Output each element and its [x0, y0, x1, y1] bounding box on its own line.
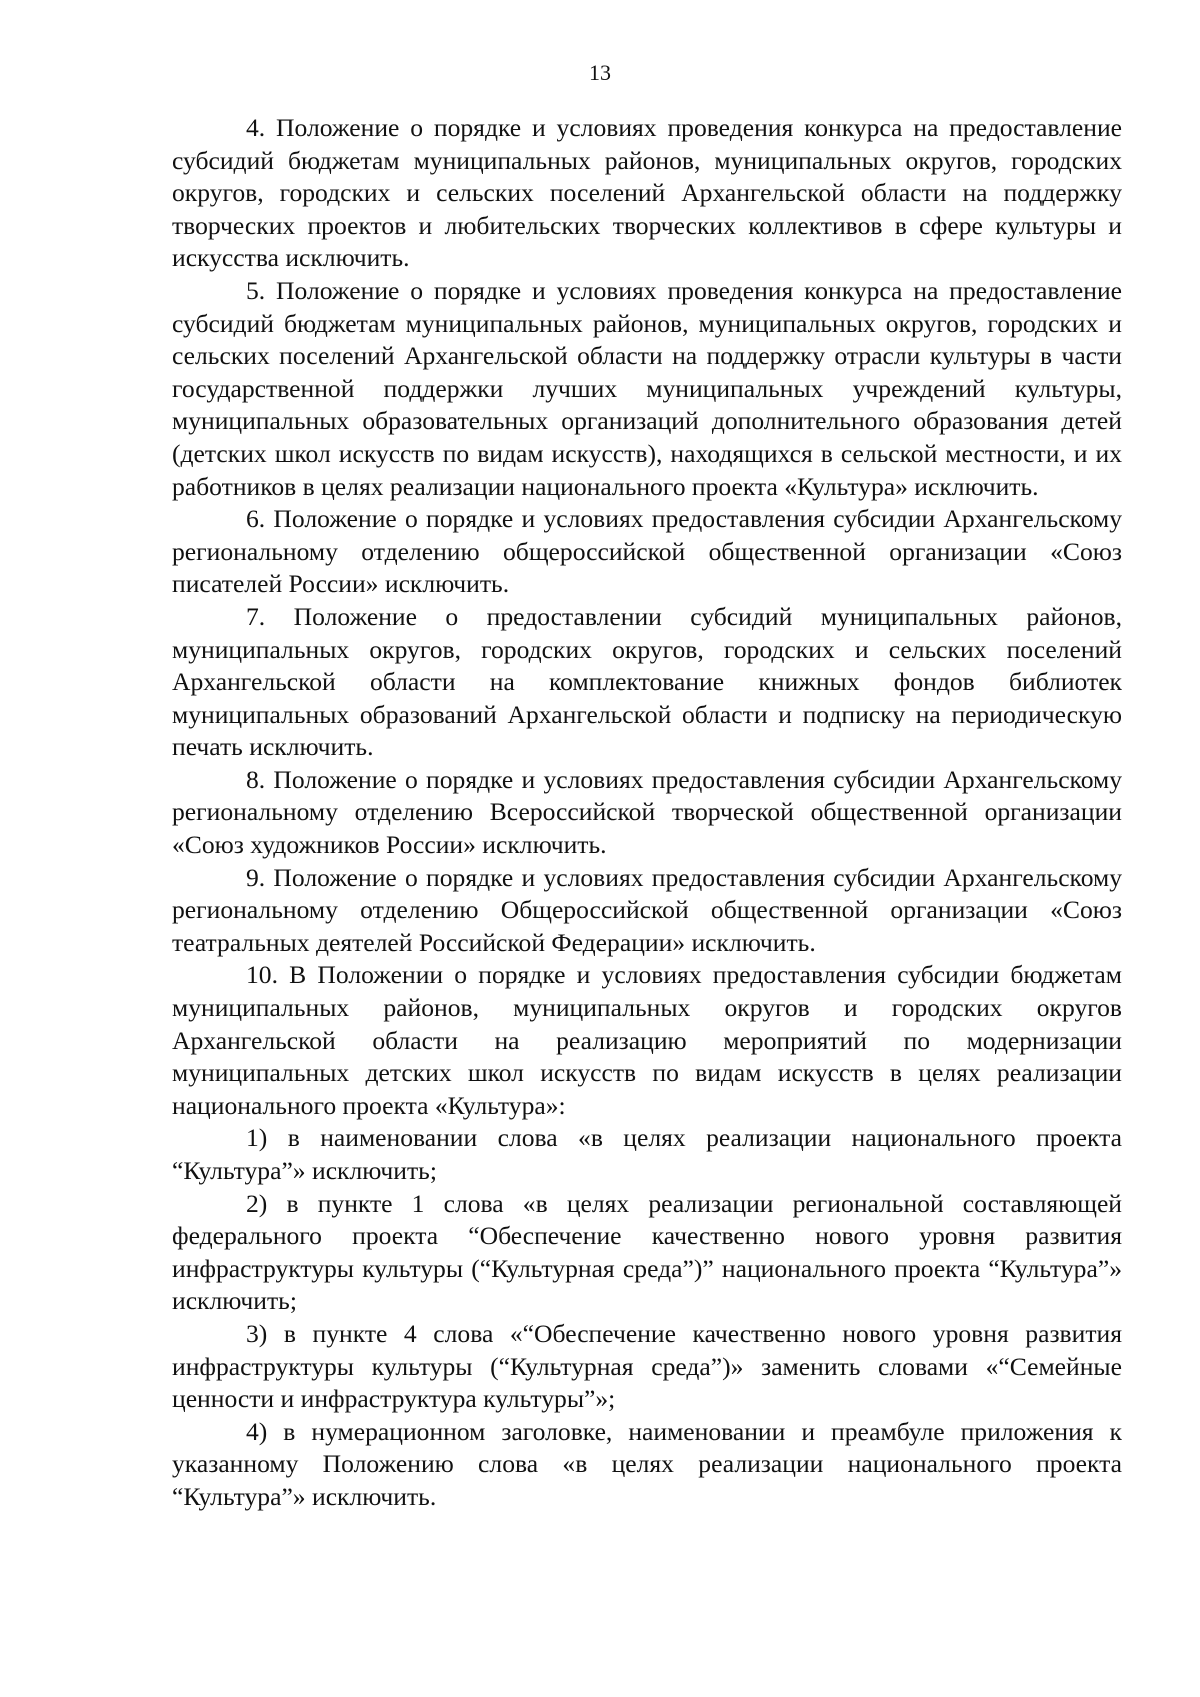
page-number: 13	[589, 60, 611, 85]
subitem-1: 1) в наименовании слова «в целях реализации национального проекта “Культура”» исключить;	[172, 1123, 1122, 1185]
paragraph-item-9: 9. Положение о порядке и условиях предоставления субсидии Архангельскому региональному отделению Общероссийской общественной организации «Союз театральных деятелей Российской Федерации» исключить.	[172, 862, 1122, 957]
paragraph-item-5: 5. Положение о порядке и условиях проведения конкурса на предоставление субсидий бюджетам муниципальных районов, муниципальных округов, городских и сельских поселений Архангельской области на поддержку отрасли культуры в части государственной поддержки лучших муниципальных учреждений культуры, муниципальных образовательных организаций дополнительного образования детей (детских школ искусств по видам искусств), находящихся в сельской местности, и их работников в целях реализации национального проекта «Культура» исключить.	[172, 275, 1122, 501]
paragraph-item-6: 6. Положение о порядке и условиях предоставления субсидии Архангельскому региональному отделению общероссийской общественной организации «Союз писателей России» исключить.	[172, 504, 1122, 599]
paragraph-item-4: 4. Положение о порядке и условиях проведения конкурса на предоставление субсидий бюджетам муниципальных районов, муниципальных округов, городских округов, городских и сельских поселений Архангельской области на поддержку творческих проектов и любительских творческих коллективов в сфере культуры и искусства исключить.	[172, 113, 1122, 273]
paragraph-item-7: 7. Положение о предоставлении субсидий муниципальных районов, муниципальных округов, городских округов, городских и сельских поселений Архангельской области на комплектование книжных фондов библиотек муниципальных образований Архангельской области и подписку на периодическую печать исключить.	[172, 601, 1122, 762]
document-body	[172, 112, 1122, 1514]
subitem-4: 4) в нумерационном заголовке, наименовании и преамбуле приложения к указанному Положению слова «в целях реализации национального проекта “Культура”» исключить.	[172, 1416, 1122, 1511]
paragraph-item-8: 8. Положение о порядке и условиях предоставления субсидии Архангельскому региональному отделению Всероссийской творческой общественной организации «Союз художников России» исключить.	[172, 764, 1122, 860]
paragraph-item-10: 10. В Положении о порядке и условиях предоставления субсидии бюджетам муниципальных районов, муниципальных округов и городских округов Архангельской области на реализацию мероприятий по модернизации муниципальных детских школ искусств по видам искусств в целях реализации национального проекта «Культура»:	[172, 960, 1122, 1120]
subitem-3: 3) в пункте 4 слова «“Обеспечение качественно нового уровня развития инфраструктуры культуры (“Культурная среда”)» заменить словами «“Семейные ценности и инфраструктура культуры”»;	[172, 1318, 1122, 1414]
subitem-2: 2) в пункте 1 слова «в целях реализации региональной составляющей федерального проекта “Обеспечение качественно нового уровня развития инфраструктуры культуры (“Культурная среда”)” национального проекта “Культура”» исключить;	[172, 1188, 1122, 1316]
